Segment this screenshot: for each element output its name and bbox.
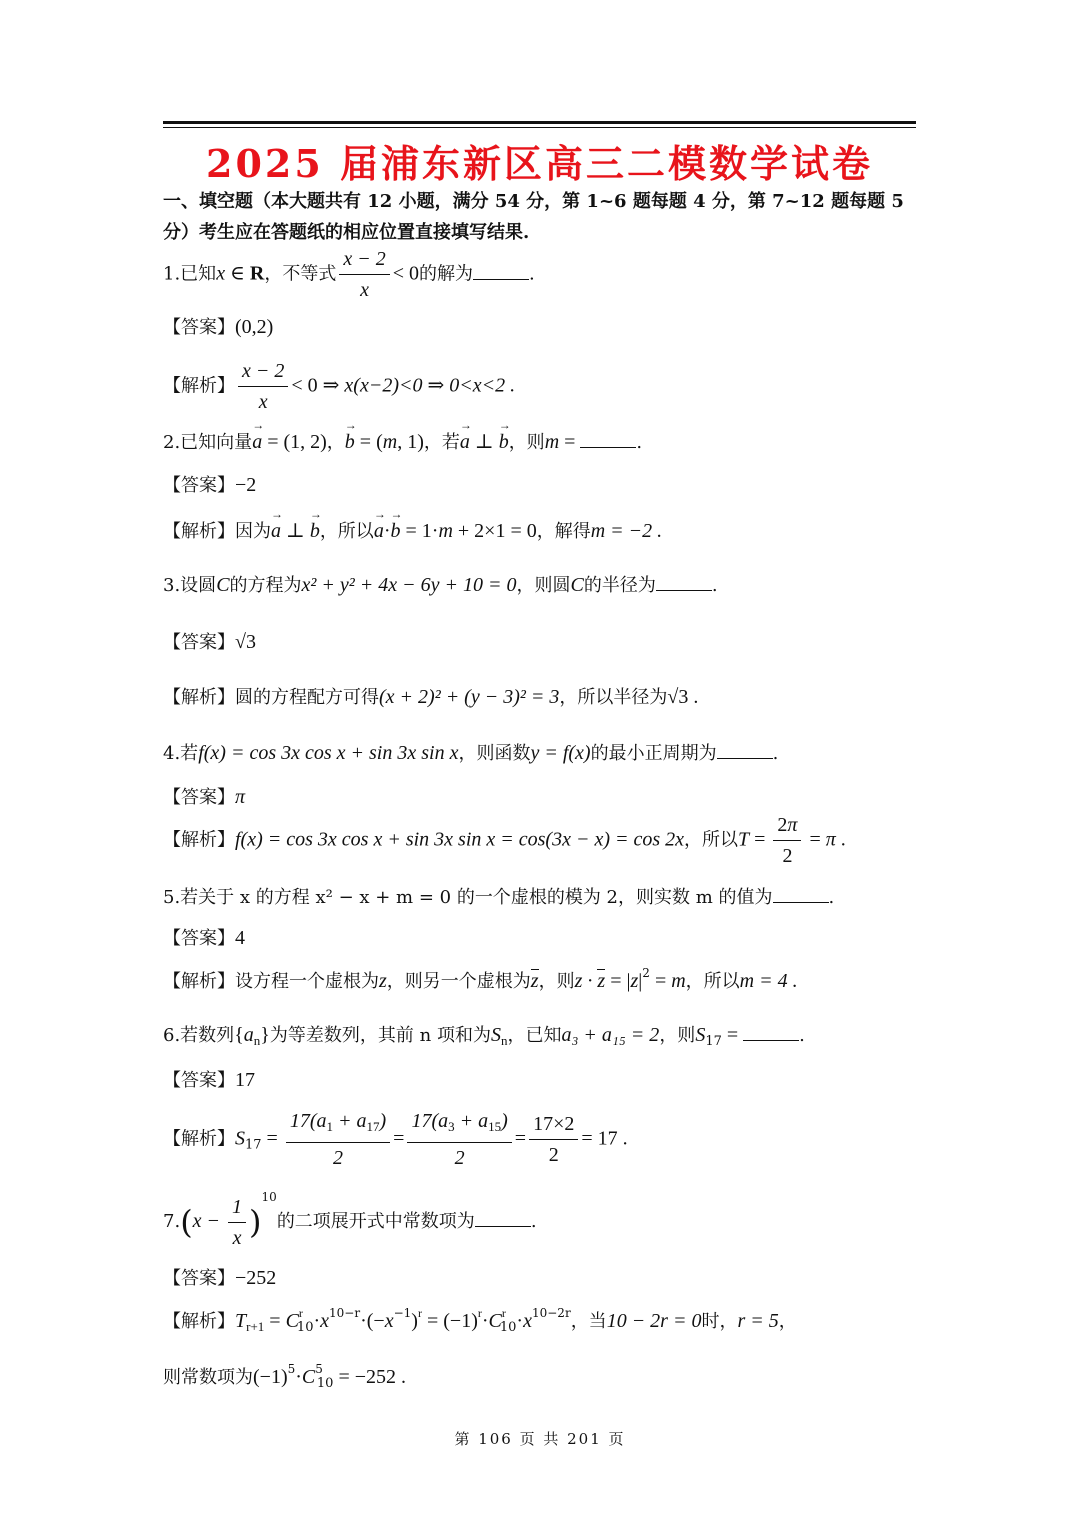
analysis-7-line2: 则常数项为$(-1)^5\cdot C^5_{10} = -252$ . — [163, 1362, 407, 1391]
answer-blank — [656, 574, 712, 591]
fraction: $\frac{17\times 2}{2}$ — [529, 1111, 578, 1168]
analysis-3: 【解析】圆的方程配方可得(x + 2)² + (y − 3)² = 3，所以半径为√3 . — [163, 686, 699, 708]
answer-3: 【答案】√3 — [163, 631, 256, 653]
answer-blank — [773, 886, 829, 903]
analysis-6: 【解析】$S_{17}$ = $\frac{17(a_1 + a_{17})}{2}$ = $\frac{17(a_3 + a_{15})}{2}$ = $\frac{17\times 2}{2}$ = 17 . — [163, 1110, 628, 1169]
fraction: $\frac{17(a_1 + a_{17})}{2}$ — [286, 1108, 390, 1171]
answer-blank — [717, 742, 773, 759]
analysis-1: 【解析】 $\frac{x - 2}{x}$ < 0 ⇒ x(x−2)<0 ⇒ 0<x<2 . — [163, 360, 516, 413]
section-heading: 一、填空题（本大题共有 12 小题，满分 54 分，第 1~6 题每题 4 分，第 7~12 题每题 5 分）考生应在答题纸的相应位置直接填写结果. — [163, 191, 904, 243]
answer-2: 【答案】−2 — [163, 474, 257, 496]
header-rule-thin — [163, 127, 916, 128]
answer-blank — [580, 431, 636, 448]
analysis-5: 【解析】设方程一个虚根为z，则另一个虚根为z，则$z \cdot z = |z|^2 = m$，所以m = 4 . — [163, 966, 798, 992]
question-3: 3.设圆C的方程为x² + y² + 4x − 6y + 10 = 0，则圆C的半径为 . — [163, 574, 718, 596]
header-rule-thick — [163, 121, 916, 124]
question-5: 5.若关于 x 的方程 x² − x + m = 0 的一个虚根的模为 2，则实数 m 的值为 . — [163, 887, 835, 908]
page-footer: 第 106 页 共 201 页 — [454, 1430, 626, 1448]
question-4: 4.若f(x) = cos 3x cos x + sin 3x sin x，则函数y = f(x)的最小正周期为 . — [163, 742, 779, 764]
answer-blank — [743, 1024, 799, 1041]
answer-4: 【答案】π — [163, 786, 246, 808]
question-6: 6.若数列$\{a_n\}$为等差数列，其前 n 项和为$S_n$，已知a₃ + a₁₅ = 2，则$S_{17}$ = . — [163, 1024, 805, 1049]
answer-6: 【答案】17 — [163, 1069, 255, 1091]
page-title: 2025 届浦东新区高三二模数学试卷 — [206, 141, 873, 186]
analysis-4: 【解析】f(x) = cos 3x cos x + sin 3x sin x = cos(3x − x) = cos 2x，所以T = $\frac{2\pi}{2}$ = π . — [163, 814, 846, 867]
analysis-7: 【解析】$T_{r+1} = C^r_{10}\cdot x^{10-r}\cdot(-x^{-1})^r = (-1)^r\cdot C^r_{10}\cdot x^{10-2r}$，当10 − 2r = 0时，r = 5， — [163, 1306, 797, 1335]
answer-5: 【答案】4 — [163, 927, 245, 949]
answer-blank — [473, 263, 529, 280]
fraction: $\frac{x - 2}{x}$ — [339, 246, 389, 303]
fraction: $\frac{2\pi}{2}$ — [773, 812, 801, 869]
answer-1: 【答案】(0,2) — [163, 316, 274, 338]
fraction: $\frac{17(a_3 + a_{15})}{2}$ — [407, 1108, 511, 1171]
question-7: 7.(x − $\frac{1}{x}$ )$^{10}$的二项展开式中常数项为 . — [163, 1190, 537, 1249]
fraction: $\frac{x - 2}{x}$ — [238, 358, 288, 415]
question-1: 1.已知x ∈ R，不等式 $\frac{x - 2}{x}$ < 0的解为 . — [163, 248, 535, 301]
fraction: $\frac{1}{x}$ — [228, 1194, 246, 1251]
answer-7: 【答案】−252 — [163, 1267, 277, 1289]
question-2: 2.已知向量→ a = (1, 2)，→ b = (m, 1)，若→ a ⊥ → b，则m = . — [163, 428, 642, 454]
analysis-2: 【解析】因为→ a ⊥ → b，所以→ a·→ b = 1·m + 2×1 = 0，解得m = −2 . — [163, 517, 662, 543]
answer-blank — [475, 1210, 531, 1227]
